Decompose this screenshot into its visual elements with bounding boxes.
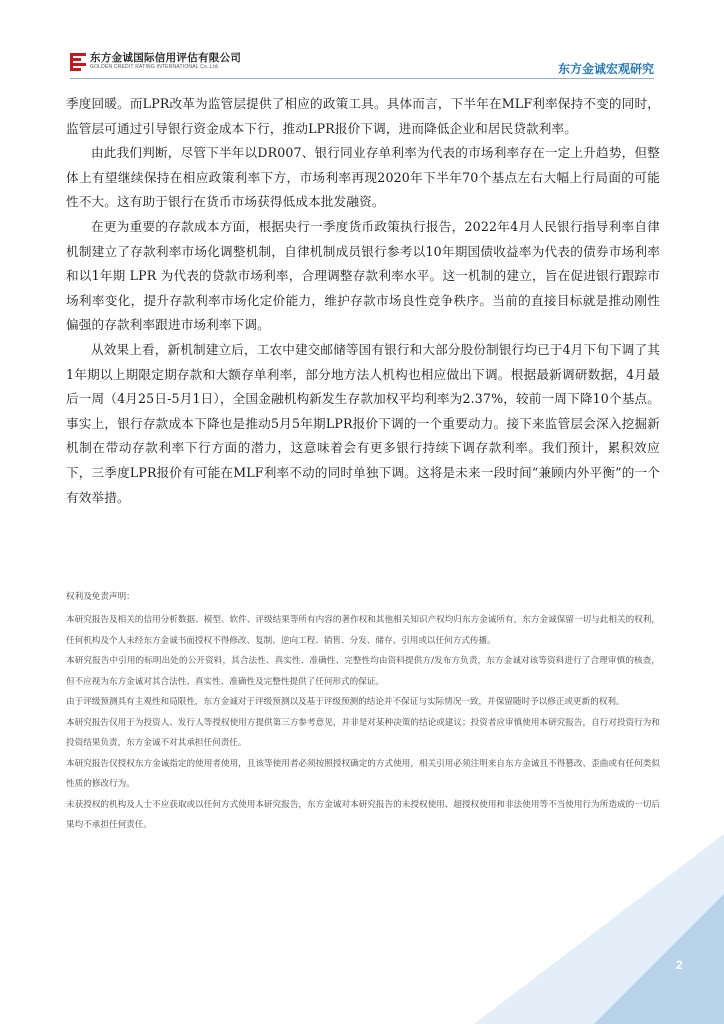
disclaimer-section [66,590,660,836]
disclaimer-paragraph: 由于评级预测具有主观性和局限性，东方金诚对于评级预测以及基于评级预测的结论并不保证与实际情况一致，并保留随时予以修正或更新的权利。 [66,697,625,707]
body-paragraph: 在更为重要的存款成本方面，根据央行一季度货币政策执行报告，2022年4月人民银行指导利率自律机制建立了存款利率市场化调整机制，自律机制成员银行参考以10年期国债收益率为代表的债券市场利率和以1年期 LPR 为代表的贷款市场利率，合理调整存款利率水平。这一机制的建立，旨在促进银行跟踪市场利率变化，提升存款利率市场化定价能力，维护存款市场良性竞争秩序。当前的直接目标就是推动刚性偏强的存款利率跟进市场利率下调。 [66,218,660,333]
disclaimer-paragraph: 本研究报告仅授权东方金诚指定的使用者使用，且该等使用者必须按照授权确定的方式使用，相关引用必须注明来自东方金诚且不得篡改、歪曲或有任何类似性质的修改行为。 [66,758,660,789]
corner-decoration [474,834,724,1024]
disclaimer-paragraph: 本研究报告中引用的标明出处的公开资料，其合法性、真实性、准确性、完整性均由资料提供方/发布方负责，东方金诚对该等资料进行了合理审慎的核查，但不应视为东方金诚对其合法性、真实性、准确性及完整性提供了任何形式的保证。 [66,656,660,687]
logo-english-name: GOLDEN CREDIT RATING INTERNATIONAL Co.,Ltd. [90,64,220,70]
body-paragraph: 季度回暖。而LPR改革为监管层提供了相应的政策工具。具体而言，下半年在MLF利率保持不变的同时，监管层可通过引导银行资金成本下行，推动LPR报价下调，进而降低企业和居民贷款利率。 [66,96,660,136]
page-header [0,0,724,80]
body-paragraph: 从效果上看，新机制建立后，工农中建交邮储等国有银行和大部分股份制银行均已于4月下旬下调了其1年期以上期限定期存款和大额存单利率，部分地方法人机构也相应做出下调。根据最新调研数据，4月最后一周（4月25日-5月1日），全国金融机构新发生存款加权平均利率为2.37%，较前一周下降10个基点。事实上，银行存款成本下降也是推动5月5年期LPR报价下调的一个重要动力。接下来监管层会深入挖掘新机制在带动存款利率下行方面的潜力，这意味着会有更多银行持续下调存款利率。我们预计，累积效应下，三季度LPR报价有可能在MLF利率不动的同时单独下调。这将是未来一段时间“兼顾内外平衡”的一个有效举措。 [66,341,660,505]
disclaimer-paragraph: 未获授权的机构及人士不应获取或以任何方式使用本研究报告，东方金诚对本研究报告的未授权使用、超授权使用和非法使用等不当使用行为所造成的一切后果均不承担任何责任。 [66,799,660,830]
company-logo [70,52,241,71]
page-number: 2 [676,958,683,972]
body-paragraph: 由此我们判断，尽管下半年以DR007、银行同业存单利率为代表的市场利率存在一定上升趋势，但整体上有望继续保持在相应政策利率下方，市场利率再现2020年下半年70个基点左右大幅上行局面的可能性不大。这有助于银行在货币市场获得低成本批发融资。 [66,145,660,210]
disclaimer-paragraph: 本研究报告仅用于为投资人、发行人等授权使用方提供第三方参考意见，并非是对某种决策的结论或建议；投资者应审慎使用本研究报告，自行对投资行为和投资结果负责，东方金诚不对其承担任何责任。 [66,717,660,748]
report-series-title: 东方金诚宏观研究 [557,62,654,76]
logo-mark-icon [70,53,86,71]
logo-chinese-name: 东方金诚国际信用评估有限公司 [90,52,242,64]
disclaimer-title: 权利及免责声明： [66,592,135,602]
header-divider [70,78,654,79]
disclaimer-paragraph: 本研究报告及相关的信用分析数据、模型、软件、评级结果等所有内容的著作权和其他相关知识产权均归东方金诚所有，东方金诚保留一切与此相关的权利，任何机构及个人未经东方金诚书面授权不得修改、复制、逆向工程、销售、分发、储存、引用或以任何方式传播。 [66,615,660,646]
main-body [66,92,660,510]
